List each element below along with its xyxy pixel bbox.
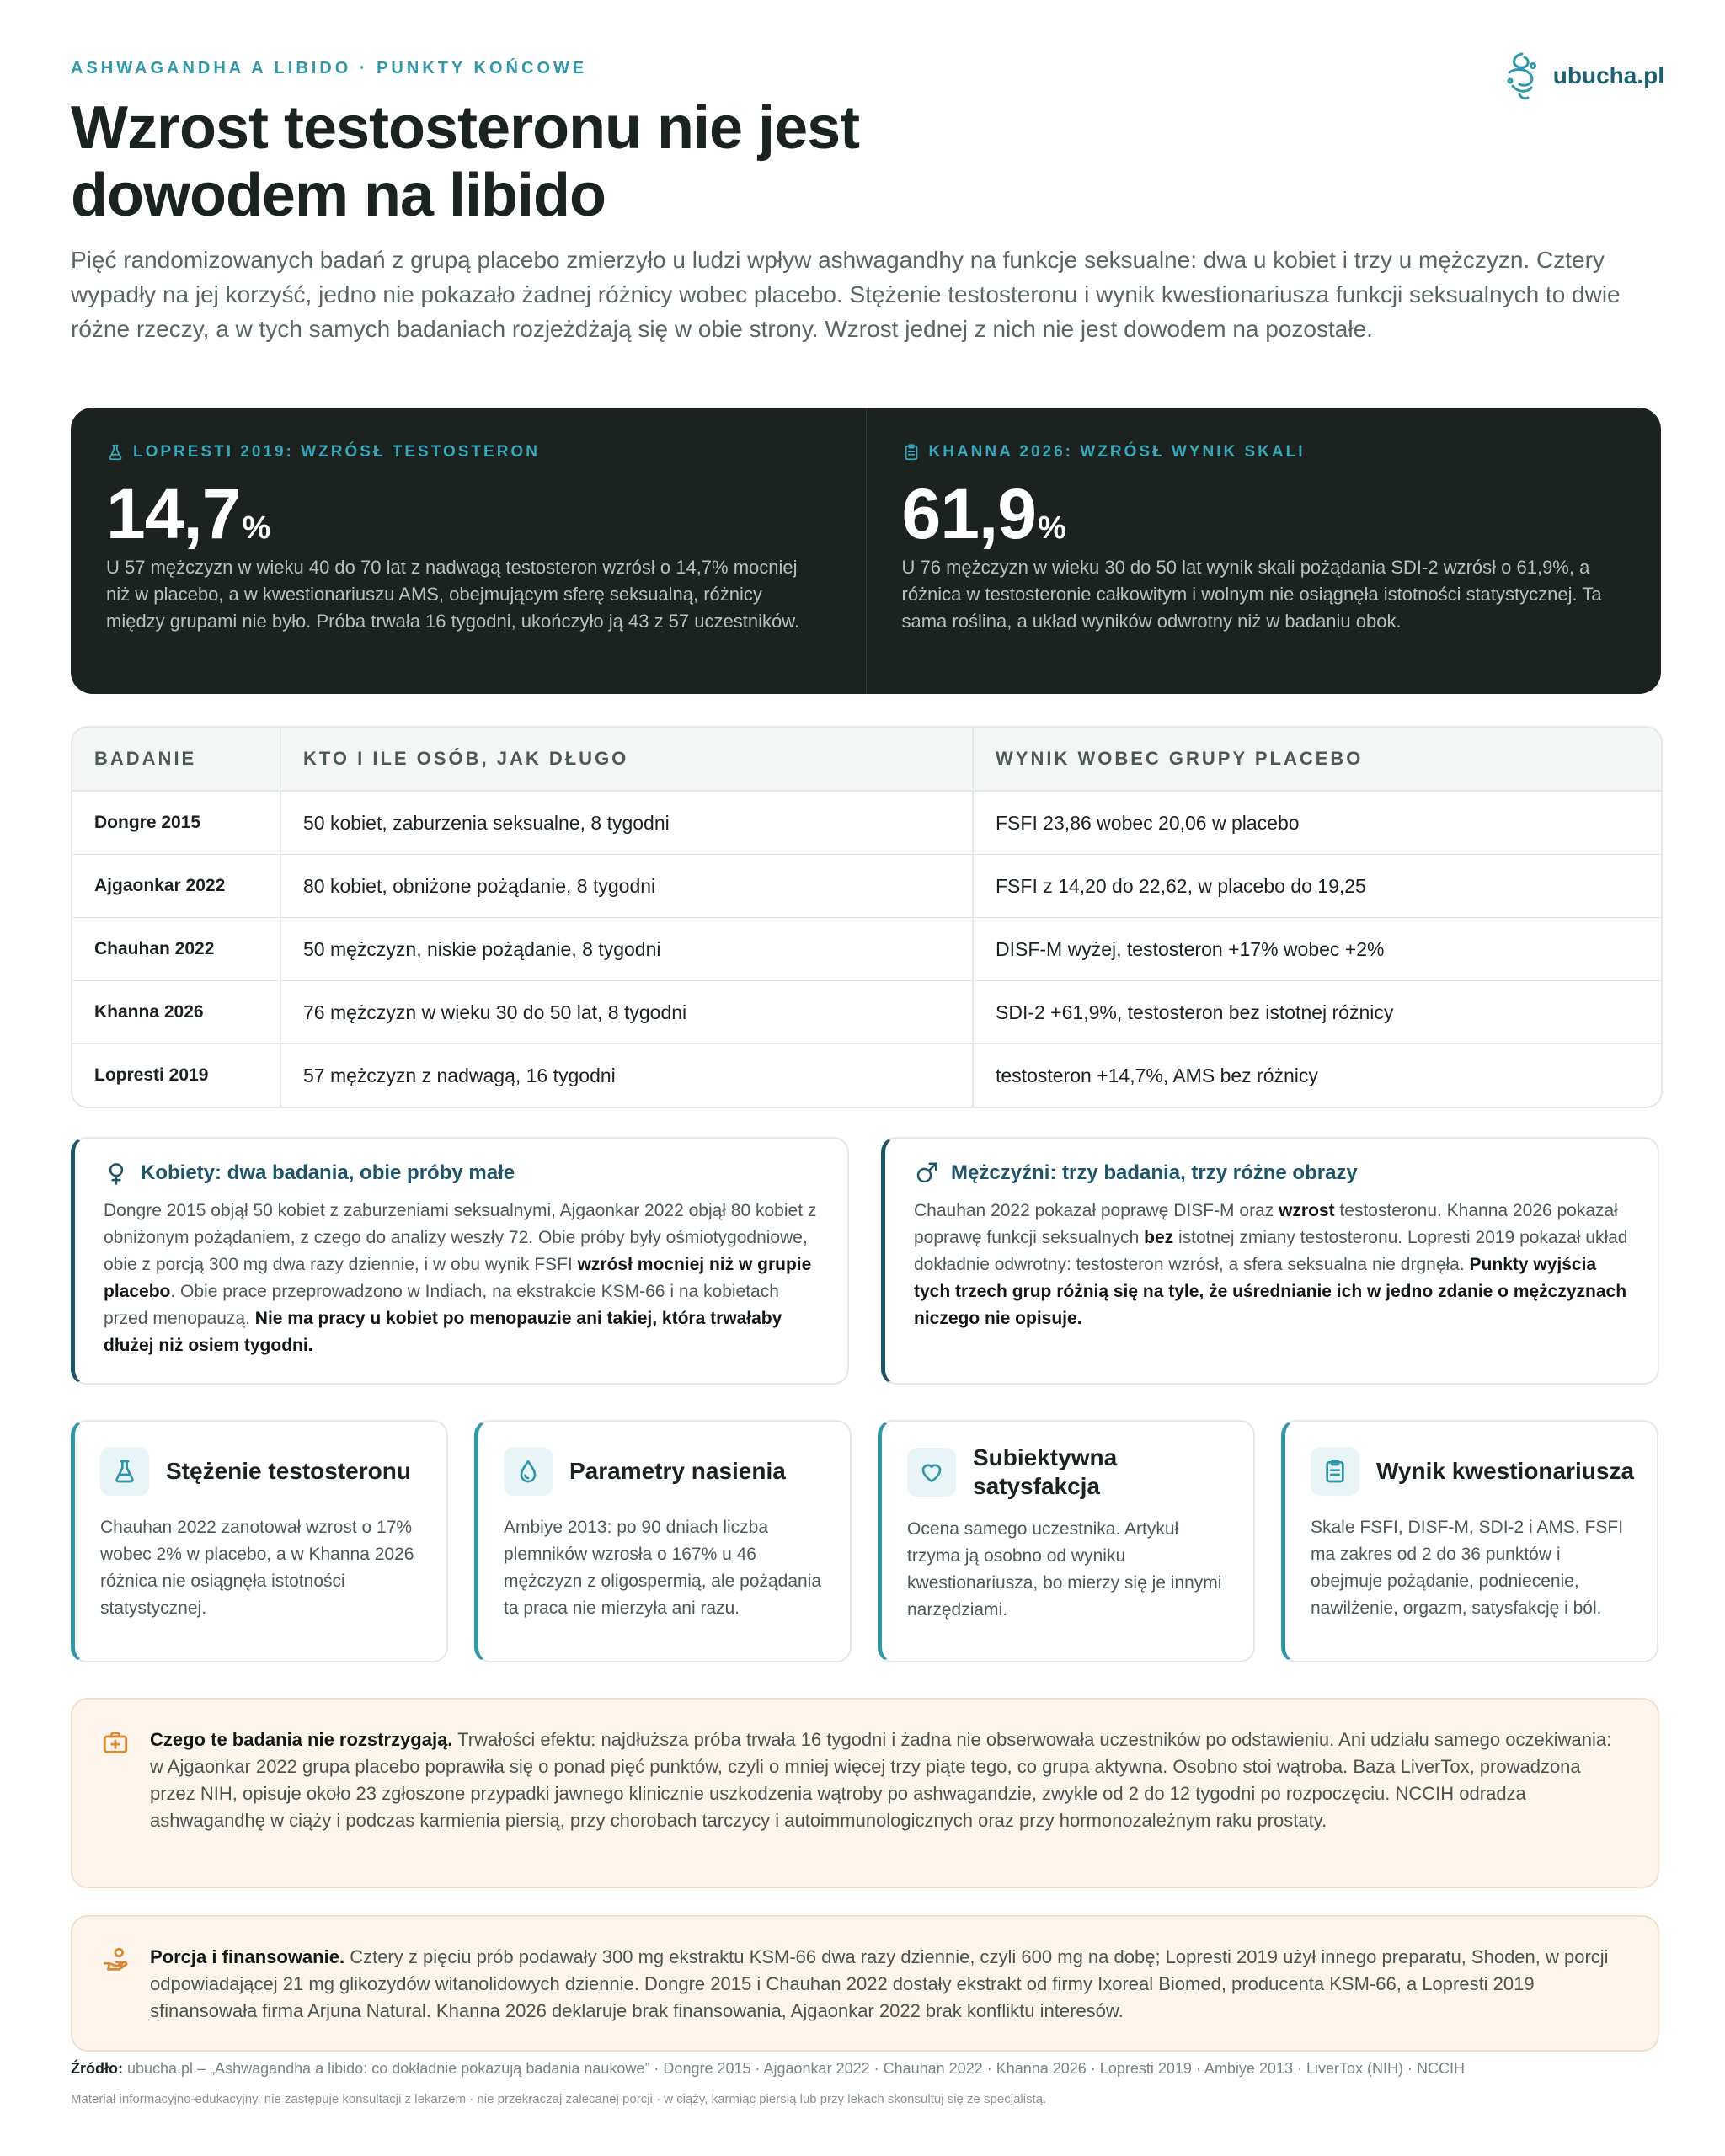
column-header: BADANIE [72, 728, 280, 791]
stat-number: 14,7 [106, 474, 241, 553]
emphasis: Punkty wyjścia tych trzech grup różnią się na tyle, że uśrednianie ich w jedno zdanie o mężczyznach niczego nie opisuje. [914, 1255, 1627, 1328]
hand-coins-icon [101, 1945, 130, 1974]
stat-khanna [866, 408, 1662, 694]
column-header: KTO I ILE OSÓB, JAK DŁUGO [280, 728, 973, 791]
emphasis: Nie ma pracy u kobiet po menopauzie ani takiej, która trwałaby dłużej niż osiem tygodni. [104, 1309, 782, 1355]
text-run: Cztery z pięciu prób podawały 300 mg ekstraktu KSM-66 dwa razy dziennie, czyli 600 mg na dobę; Lopresti 2019 użył innego preparatu, Shoden, w porcji odpowiadającej 21 mg glikozydów witanolidowych dziennie. Dongre 2015 i Chauhan 2022 dostały ekstrakt od firmy Ixoreal Biomed, producenta KSM-66, a Lopresti 2019 sfinansowała firma Arjuna Natural. Khanna 2026 deklaruje brak finansowania, Ajgaonkar 2022 brak konfliktu interesów. [150, 1946, 1609, 2021]
emphasis: Czego te badania nie rozstrzygają. [150, 1729, 453, 1750]
text-run: istotnej zmiany testosteronu. Lopresti 2019 pokazał układ dokładnie odwrotny: testosteron wzrósł, a sfera seksualna nie drgnęła. [914, 1228, 1628, 1274]
table-cell-result: FSFI z 14,20 do 22,62, w placebo do 19,25 [973, 855, 1661, 918]
intro-paragraph: Pięć randomizowanych badań z grupą placebo zmierzyło u ludzi wpływ ashwagandhy na funkcje seksualne: dwa u kobiet i trzy u mężczyzn. Cztery wypadły na jej korzyść, jedno nie pokazało żadnej różnicy wobec placebo. Stężenie testosteronu i wynik kwestionariusza funkcji seksualnych to dwie różne rzeczy, a w tych samych badaniach rozjeżdżają się w obie strony. Wzrost jednej z nich nie jest dowodem na pozostałe. [71, 247, 1621, 342]
table-cell-study: Chauhan 2022 [72, 918, 280, 981]
column-header: WYNIK WOBEC GRUPY PLACEBO [973, 728, 1661, 791]
table-cell-population: 76 mężczyzn w wieku 30 do 50 lat, 8 tygodni [280, 981, 973, 1044]
male-symbol-icon [914, 1161, 939, 1186]
table-cell-study: Lopresti 2019 [94, 1065, 209, 1085]
flask-icon [106, 443, 125, 462]
stat-label [902, 443, 1306, 462]
stat-value [106, 473, 270, 555]
card-text: Ocena samego uczestnika. Artykuł trzyma ją osobno od wyniku kwestionariusza, bo mierzy się je innymi narzędziami. [907, 1519, 1222, 1620]
women-card-header [104, 1161, 824, 1186]
men-card [881, 1137, 1659, 1385]
emphasis: Porcja i finansowanie. [150, 1946, 345, 1967]
table-cell-study: Dongre 2015 [72, 791, 280, 855]
text-run: Chauhan 2022 pokazał poprawę DISF-M oraz [914, 1201, 1279, 1220]
table-cell-population: 80 kobiet, obniżone pożądanie, 8 tygodni [280, 855, 973, 918]
stat-unit: % [1038, 510, 1065, 546]
stat-unit: % [242, 510, 270, 546]
endpoint-card-semen [474, 1420, 852, 1662]
card-title: Subiektywna satysfakcja [973, 1444, 1118, 1499]
men-card-text [914, 1198, 1634, 1332]
stat-description: U 76 mężczyzn w wieku 30 do 50 lat wynik skali pożądania SDI-2 wzrósł o 61,9%, a różnica w testosteronie całkowitym i wolnym nie osiągnęła istotności statystycznej. Ta sama roślina, a układ wyników odwrotny niż w badaniu obok. [901, 557, 1602, 632]
card-text: Chauhan 2022 zanotował wzrost o 17% wobec 2% w placebo, a w Khanna 2026 różnica nie osiągnęła istotności statystycznej. [100, 1518, 414, 1618]
stat-number: 61,9 [901, 474, 1036, 553]
text-run: testosteronu. Khanna 2026 pokazał poprawę funkcji seksualnych [914, 1201, 1618, 1247]
text-run: . Obie prace przeprowadzono w Indiach, na ekstrakcie KSM-66 i na kobietach przed menopauzą. [104, 1282, 779, 1328]
table-header-row [72, 728, 1661, 791]
drop-icon [515, 1458, 542, 1485]
icon-box [1311, 1447, 1359, 1496]
icon-box [100, 1447, 149, 1496]
stat-label [106, 443, 540, 462]
medical-kit-icon [101, 1728, 130, 1757]
icon-box [504, 1447, 553, 1496]
brand-name: ubucha.pl [1552, 62, 1664, 88]
endpoint-card-satisfaction [878, 1420, 1255, 1662]
women-card-text [104, 1198, 824, 1359]
women-card [71, 1137, 849, 1385]
flask-icon [111, 1458, 138, 1485]
table-cell-result: SDI-2 +61,9%, testosteron bez istotnej różnicy [973, 981, 1661, 1044]
table-row [72, 791, 1661, 855]
stat-label-text: LOPRESTI 2019: WZRÓSŁ TESTOSTERON [133, 443, 540, 461]
text-run: Dongre 2015 objął 50 kobiet z zaburzeniami seksualnymi, Ajgaonkar 2022 objął 80 kobiet z obniżonym pożądaniem, z czego do analizy weszły 72. Obie próby były ośmiotygodniowe, obie z porcją 300 mg dwa razy dziennie, i w obu wynik FSFI [104, 1201, 817, 1274]
stat-lopresti [71, 408, 866, 694]
limits-notice [71, 1698, 1659, 1888]
heart-icon [918, 1459, 945, 1486]
source-label: Źródło: [71, 2060, 123, 2077]
card-text: Skale FSFI, DISF-M, SDI-2 i AMS. FSFI ma zakres od 2 do 36 punktów i obejmuje pożądanie, podniecenie, nawilżenie, orgazm, satysfakcję i ból. [1311, 1518, 1624, 1618]
page-title: Wzrost testosteronu nie jest dowodem na libido [71, 94, 860, 229]
studies-table [71, 726, 1663, 1108]
dosage-text [150, 1944, 1624, 2025]
endpoint-card-testosterone [71, 1420, 448, 1662]
limits-text [150, 1726, 1624, 1834]
women-card-title: Kobiety: dwa badania, obie próby małe [141, 1161, 515, 1184]
clipboard-icon [902, 443, 921, 462]
source-text: ubucha.pl – „Ashwagandha a libido: co dokładnie pokazują badania naukowe” · Dongre 2015 · Ajgaonkar 2022 · Chauhan 2022 · Khanna 2026 · Lopresti 2019 · Ambiye 2013 · LiverTox (NIH) · NCCIH [122, 2060, 1465, 2077]
stat-value [902, 473, 1065, 555]
brand-logo[interactable] [1503, 49, 1664, 103]
card-title: Wynik kwestionariusza [1376, 1458, 1635, 1484]
stats-panel [71, 408, 1661, 694]
icon-box [907, 1448, 956, 1497]
table-cell-result: FSFI 23,86 wobec 20,06 w placebo [973, 791, 1661, 855]
men-card-header [914, 1161, 1634, 1186]
table-row [72, 981, 1661, 1044]
table-cell-population: 57 mężczyzn z nadwagą, 16 tygodni [280, 1044, 973, 1107]
stat-description: U 57 mężczyzn w wieku 40 do 70 lat z nadwagą testosteron wzrósł o 14,7% mocniej niż w placebo, a w kwestionariuszu AMS, obejmującym sferę seksualną, różnicy między grupami nie było. Próba trwała 16 tygodni, ukończyło ją 43 z 57 uczestników. [106, 557, 799, 632]
emphasis: wzrósł mocniej niż w grupie placebo [104, 1255, 812, 1301]
endpoint-card-questionnaire [1281, 1420, 1658, 1662]
emphasis: bez [1144, 1228, 1174, 1247]
text-run: Trwałości efektu: najdłuższa próba trwała 16 tygodni i żadna nie obserwowała uczestników po odstawieniu. Ani udziału samego oczekiwania: w Ajgaonkar 2022 grupa placebo poprawiła się o ponad pięć punktów, czyli o mniej więcej trzy piąte tego, co grupa aktywna. Osobno stoi wątroba. Baza LiverTox, prowadzona przez NIH, opisuje około 23 zgłoszone przypadki jawnego klinicznie uszkodzenia wątroby po ashwagandzie, zwykle od 2 do 12 tygodni po rozpoczęciu. NCCIH odradza ashwagandhę w ciąży i podczas karmienia piersią, przy chorobach tarczycy i autoimmunologicznych oraz przy hormonozależnym raku prostaty. [150, 1729, 1612, 1831]
card-text: Ambiye 2013: po 90 dniach liczba plemników wzrosła o 167% u 46 mężczyzn z oligospermią, ale pożądania ta praca nie mierzyła ani razu. [504, 1518, 822, 1618]
dosage-notice [71, 1915, 1659, 2052]
card-title: Stężenie testosteronu [166, 1458, 411, 1484]
source-line [71, 2060, 1654, 2078]
table-row [72, 918, 1661, 981]
disclaimer: Materiał informacyjno-edukacyjny, nie zastępuje konsultacji z lekarzem · nie przekraczaj zalecanej porcji · w ciąży, karmiąc piersią lub przy lekach skonsultuj się ze specjalistą. [71, 2092, 1047, 2106]
table-cell-population: 50 mężczyzn, niskie pożądanie, 8 tygodni [280, 918, 973, 981]
table-row [72, 855, 1661, 918]
table-cell-population: 50 kobiet, zaburzenia seksualne, 8 tygodni [280, 791, 973, 855]
table-cell-study: Khanna 2026 [72, 981, 280, 1044]
table-cell-result: testosteron +14,7%, AMS bez różnicy [973, 1044, 1661, 1107]
table-row [72, 1044, 1661, 1107]
men-card-title: Mężczyźni: trzy badania, trzy różne obrazy [951, 1161, 1358, 1184]
clipboard-icon [1322, 1458, 1348, 1485]
card-title: Parametry nasienia [569, 1458, 786, 1484]
table-cell-study: Ajgaonkar 2022 [72, 855, 280, 918]
table-cell-result: DISF-M wyżej, testosteron +17% wobec +2% [973, 918, 1661, 981]
brand-swirl-icon [1503, 49, 1541, 103]
female-symbol-icon [104, 1161, 129, 1186]
kicker: ASHWAGANDHA A LIBIDO · PUNKTY KOŃCOWE [71, 59, 588, 77]
emphasis: wzrost [1279, 1201, 1335, 1220]
stat-label-text: KHANNA 2026: WZRÓSŁ WYNIK SKALI [928, 443, 1306, 461]
